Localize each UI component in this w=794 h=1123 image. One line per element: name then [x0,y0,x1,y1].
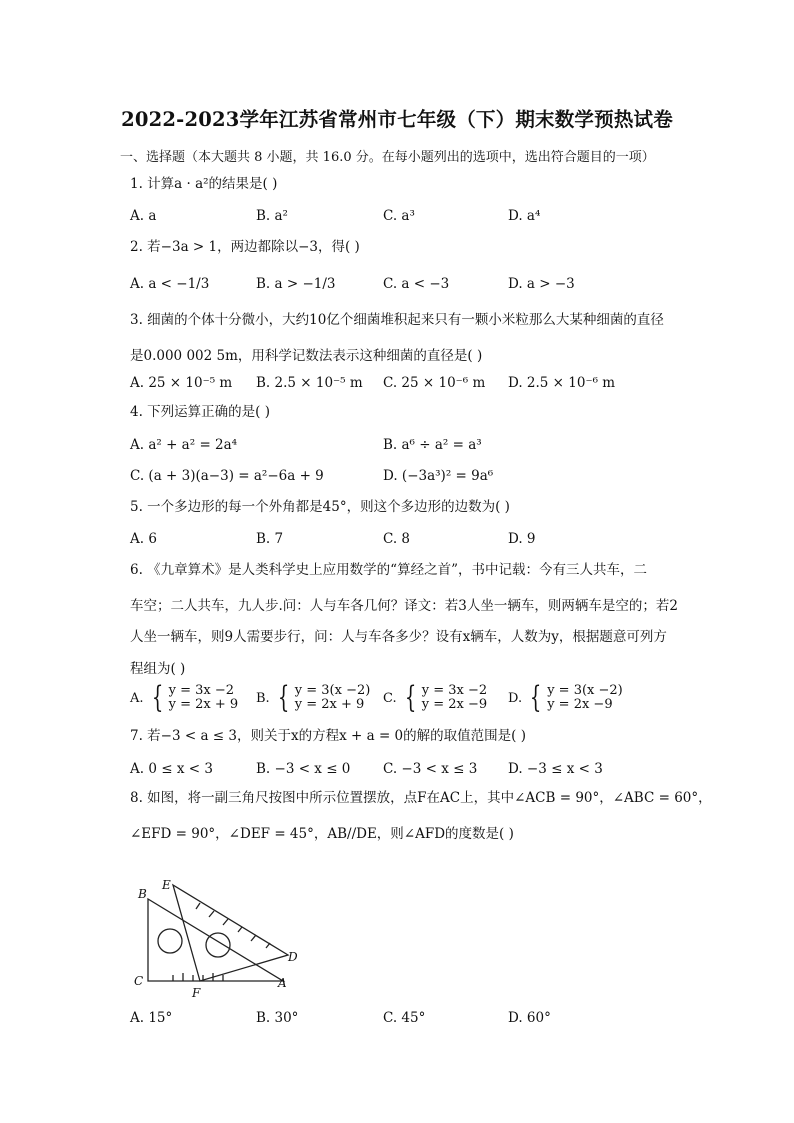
brace-icon: { [151,680,163,715]
q6-option-d-label: D. [508,690,523,706]
q6-option-a-label: A. [130,690,144,706]
question-5-stem: 5. 一个多边形的每一个外角都是45°，则这个多边形的边数为( ) [130,499,510,515]
question-6-stem-line4: 程组为( ) [130,661,186,677]
question-3-stem-line1: 3. 细菌的个体十分微小，大约10亿个细菌堆积起来只有一颗小米粒那么大某种细菌的直径 [130,312,664,328]
q4-option-b[interactable]: B. a⁶ ÷ a² = a³ [383,437,482,453]
question-4-stem: 4. 下列运算正确的是( ) [130,404,270,420]
q2-option-c[interactable]: C. a < −3 [383,276,450,292]
question-6-stem-line2: 车空；二人共车，九人步.问：人与车各几何？译文：若3人坐一辆车，则两辆车是空的；若2 [130,598,678,614]
q8-option-d[interactable]: D. 60° [508,1010,551,1026]
question-1-stem: 1. 计算a · a²的结果是( ) [130,176,278,192]
q5-option-c[interactable]: C. 8 [383,531,411,547]
triangle-rulers-figure [128,873,308,1003]
label-b: B [138,887,147,901]
q6-c-eq1: y = 3x −2 [421,683,488,698]
brace-icon: { [529,680,542,715]
q6-option-b[interactable] [256,680,371,715]
q7-option-b[interactable]: B. −3 < x ≤ 0 [256,761,351,777]
q4-option-d[interactable]: D. (−3a³)² = 9a⁶ [383,468,494,484]
q1-option-a[interactable]: A. a [130,208,157,224]
q6-a-eq1: y = 3x −2 [168,683,235,698]
q8-option-b[interactable]: B. 30° [256,1010,299,1026]
q8-option-c[interactable]: C. 45° [383,1010,426,1026]
q6-c-eq2: y = 2x −9 [421,697,488,712]
label-c: C [134,974,144,988]
q6-option-a[interactable] [130,680,239,715]
question-7-stem: 7. 若−3 < a ≤ 3，则关于x的方程x + a = 0的解的取值范围是( ) [130,728,526,744]
question-8-stem-line1: 8. 如图，将一副三角尺按图中所示位置摆放，点F在AC上，其中∠ACB = 90°，∠ABC = 60°， [130,790,712,806]
q6-a-eq2: y = 2x + 9 [168,697,239,712]
question-6-stem-line3: 人坐一辆车，则9人需要步行，问：人与车各多少？设有x辆车，人数为y，根据题意可列方 [130,629,667,645]
q3-option-b[interactable]: B. 2.5 × 10⁻⁵ m [256,375,363,391]
q3-option-a[interactable]: A. 25 × 10⁻⁵ m [130,375,233,391]
label-f: F [192,986,201,1000]
q7-option-a[interactable]: A. 0 ≤ x < 3 [130,761,213,777]
q1-option-b[interactable]: B. a² [256,208,288,224]
q6-b-eq1: y = 3(x −2) [294,683,371,698]
question-8-stem-line2: ∠EFD = 90°，∠DEF = 45°，AB//DE，则∠AFD的度数是( ) [130,826,514,842]
q4-option-a[interactable]: A. a² + a² = 2a⁴ [130,437,238,453]
q6-option-c-label: C. [383,690,397,706]
q3-option-d[interactable]: D. 2.5 × 10⁻⁶ m [508,375,616,391]
q8-option-a[interactable]: A. 15° [130,1010,173,1026]
label-a: A [278,976,287,990]
q3-option-c[interactable]: C. 25 × 10⁻⁶ m [383,375,486,391]
q2-option-d[interactable]: D. a > −3 [508,276,575,292]
question-2-stem: 2. 若−3a > 1，两边都除以−3，得( ) [130,239,360,255]
q4-option-c[interactable]: C. (a + 3)(a−3) = a²−6a + 9 [130,468,324,484]
q5-option-a[interactable]: A. 6 [130,531,157,547]
q5-option-d[interactable]: D. 9 [508,531,536,547]
page-title: 2022-2023学年江苏省常州市七年级（下）期末数学预热试卷 [121,108,673,131]
q7-option-d[interactable]: D. −3 ≤ x < 3 [508,761,603,777]
brace-icon: { [277,680,289,715]
ruler-hole-circle [158,929,182,953]
brace-icon: { [404,680,416,715]
q1-option-c[interactable]: C. a³ [383,208,415,224]
q7-option-c[interactable]: C. −3 < x ≤ 3 [383,761,478,777]
label-d: D [288,950,298,964]
q6-option-c[interactable] [383,680,488,715]
q6-d-eq1: y = 3(x −2) [547,683,623,698]
q6-option-d[interactable] [508,680,623,715]
ruler-hole-circle [206,933,230,957]
q6-option-b-label: B. [256,690,270,706]
triangle-efd [173,885,288,981]
q6-b-eq2: y = 2x + 9 [294,697,365,712]
q6-d-eq2: y = 2x −9 [547,697,613,712]
q2-option-b[interactable]: B. a > −1/3 [256,276,336,292]
label-e: E [162,878,171,892]
question-3-stem-line2: 是0.000 002 5m，用科学记数法表示这种细菌的直径是( ) [130,348,483,364]
question-6-stem-line1: 6. 《九章算术》是人类科学史上应用数学的“算经之首”，书中记载：今有三人共车，二 [130,562,647,578]
section-heading: 一、选择题（本大题共 8 小题，共 16.0 分。在每小题列出的选项中，选出符合题目的一项） [120,150,655,165]
q2-option-a[interactable]: A. a < −1/3 [130,276,210,292]
q1-option-d[interactable]: D. a⁴ [508,208,541,224]
q5-option-b[interactable]: B. 7 [256,531,284,547]
